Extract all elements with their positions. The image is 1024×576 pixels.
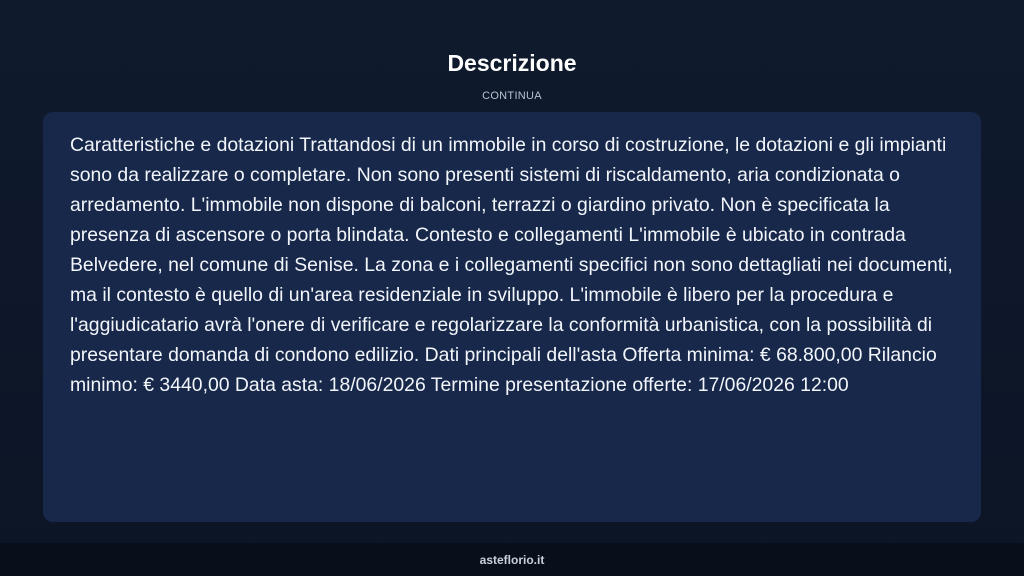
description-card [43, 112, 981, 522]
site-name: asteflorio.it [479, 552, 545, 567]
page-title: Descrizione [447, 50, 577, 76]
description-text: Caratteristiche e dotazioni Trattandosi di un immobile in corso di costruzione, le dotazioni e gli impianti sono da realizzare o completare. Non sono presenti sistemi di riscaldamento, aria condizionata o arredamento. L'immobile non dispone di balconi, terrazzi o giardino privato. Non è specificata la presenza di ascensore o porta blindata. Contesto e collegamenti L'immobile è ubicato in contrada Belvedere, nel comune di Senise. La zona e i collegamenti specifici non sono dettagliati nei documenti, ma il contesto è quello di un'area residenziale in sviluppo. L'immobile è libero per la procedura e l'aggiudicatario avrà l'onere di verificare e regolarizzare la conformità urbanistica, con la possibilità di presentare domanda di condono edilizio. Dati principali dell'asta Offerta minima: € 68.800,00 Rilancio minimo: € 3440,00 Data asta: 18/06/2026 Termine presentazione offerte: 17/06/2026 12:00 [70, 134, 953, 396]
footer-bar [0, 543, 1024, 576]
continue-label[interactable]: CONTINUA [482, 90, 542, 102]
